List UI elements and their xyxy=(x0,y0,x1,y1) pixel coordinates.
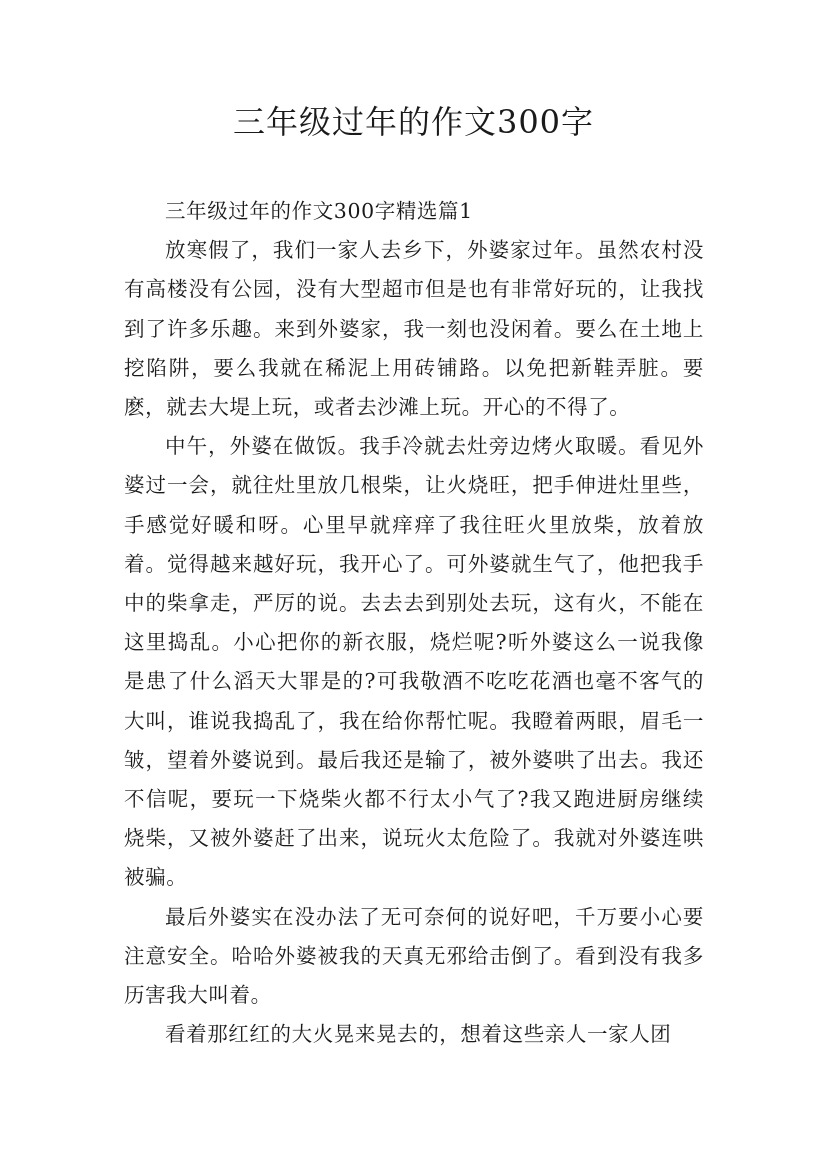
document-title: 三年级过年的作文300字 xyxy=(232,103,595,141)
paragraph-3: 最后外婆实在没办法了无可奈何的说好吧，千万要小心要注意安全。哈哈外婆被我的天真无邪给击倒了。看到没有我多历害我大叫着。 xyxy=(124,904,704,1008)
paragraph-4: 看着那红红的大火晃来晃去的，想着这些亲人一家人团 xyxy=(165,1022,672,1047)
paragraph-1: 放寒假了，我们一家人去乡下，外婆家过年。虽然农村没有高楼没有公园，没有大型超市但是也有非常好玩的，让我找到了许多乐趣。来到外婆家，我一刻也没闲着。要么在土地上挖陷阱，要么我就在稀泥上用砖铺路。以免把新鞋弄脏。要麽，就去大堤上玩，或者去沙滩上玩。开心的不得了。 xyxy=(124,238,704,420)
section-heading: 三年级过年的作文300字精选篇1 xyxy=(165,199,473,223)
document-body xyxy=(124,192,704,1054)
paragraph-2: 中午，外婆在做饭。我手冷就去灶旁边烤火取暖。看见外婆过一会，就往灶里放几根柴，让火烧旺，把手伸进灶里些，手感觉好暖和呀。心里早就痒痒了我往旺火里放柴，放着放着。觉得越来越好玩，我开心了。可外婆就生气了，他把我手中的柴拿走，严厉的说。去去去到别处去玩，这有火，不能在这里捣乱。小心把你的新衣服，烧烂呢?听外婆这么一说我像是患了什么滔天大罪是的?可我敬酒不吃吃花酒也毫不客气的大叫，谁说我捣乱了，我在给你帮忙呢。我瞪着两眼，眉毛一皱，望着外婆说到。最后我还是输了，被外婆哄了出去。我还不信呢，要玩一下烧柴火都不行太小气了?我又跑进厨房继续烧柴，又被外婆赶了出来，说玩火太危险了。我就对外婆连哄被骗。 xyxy=(124,434,704,890)
